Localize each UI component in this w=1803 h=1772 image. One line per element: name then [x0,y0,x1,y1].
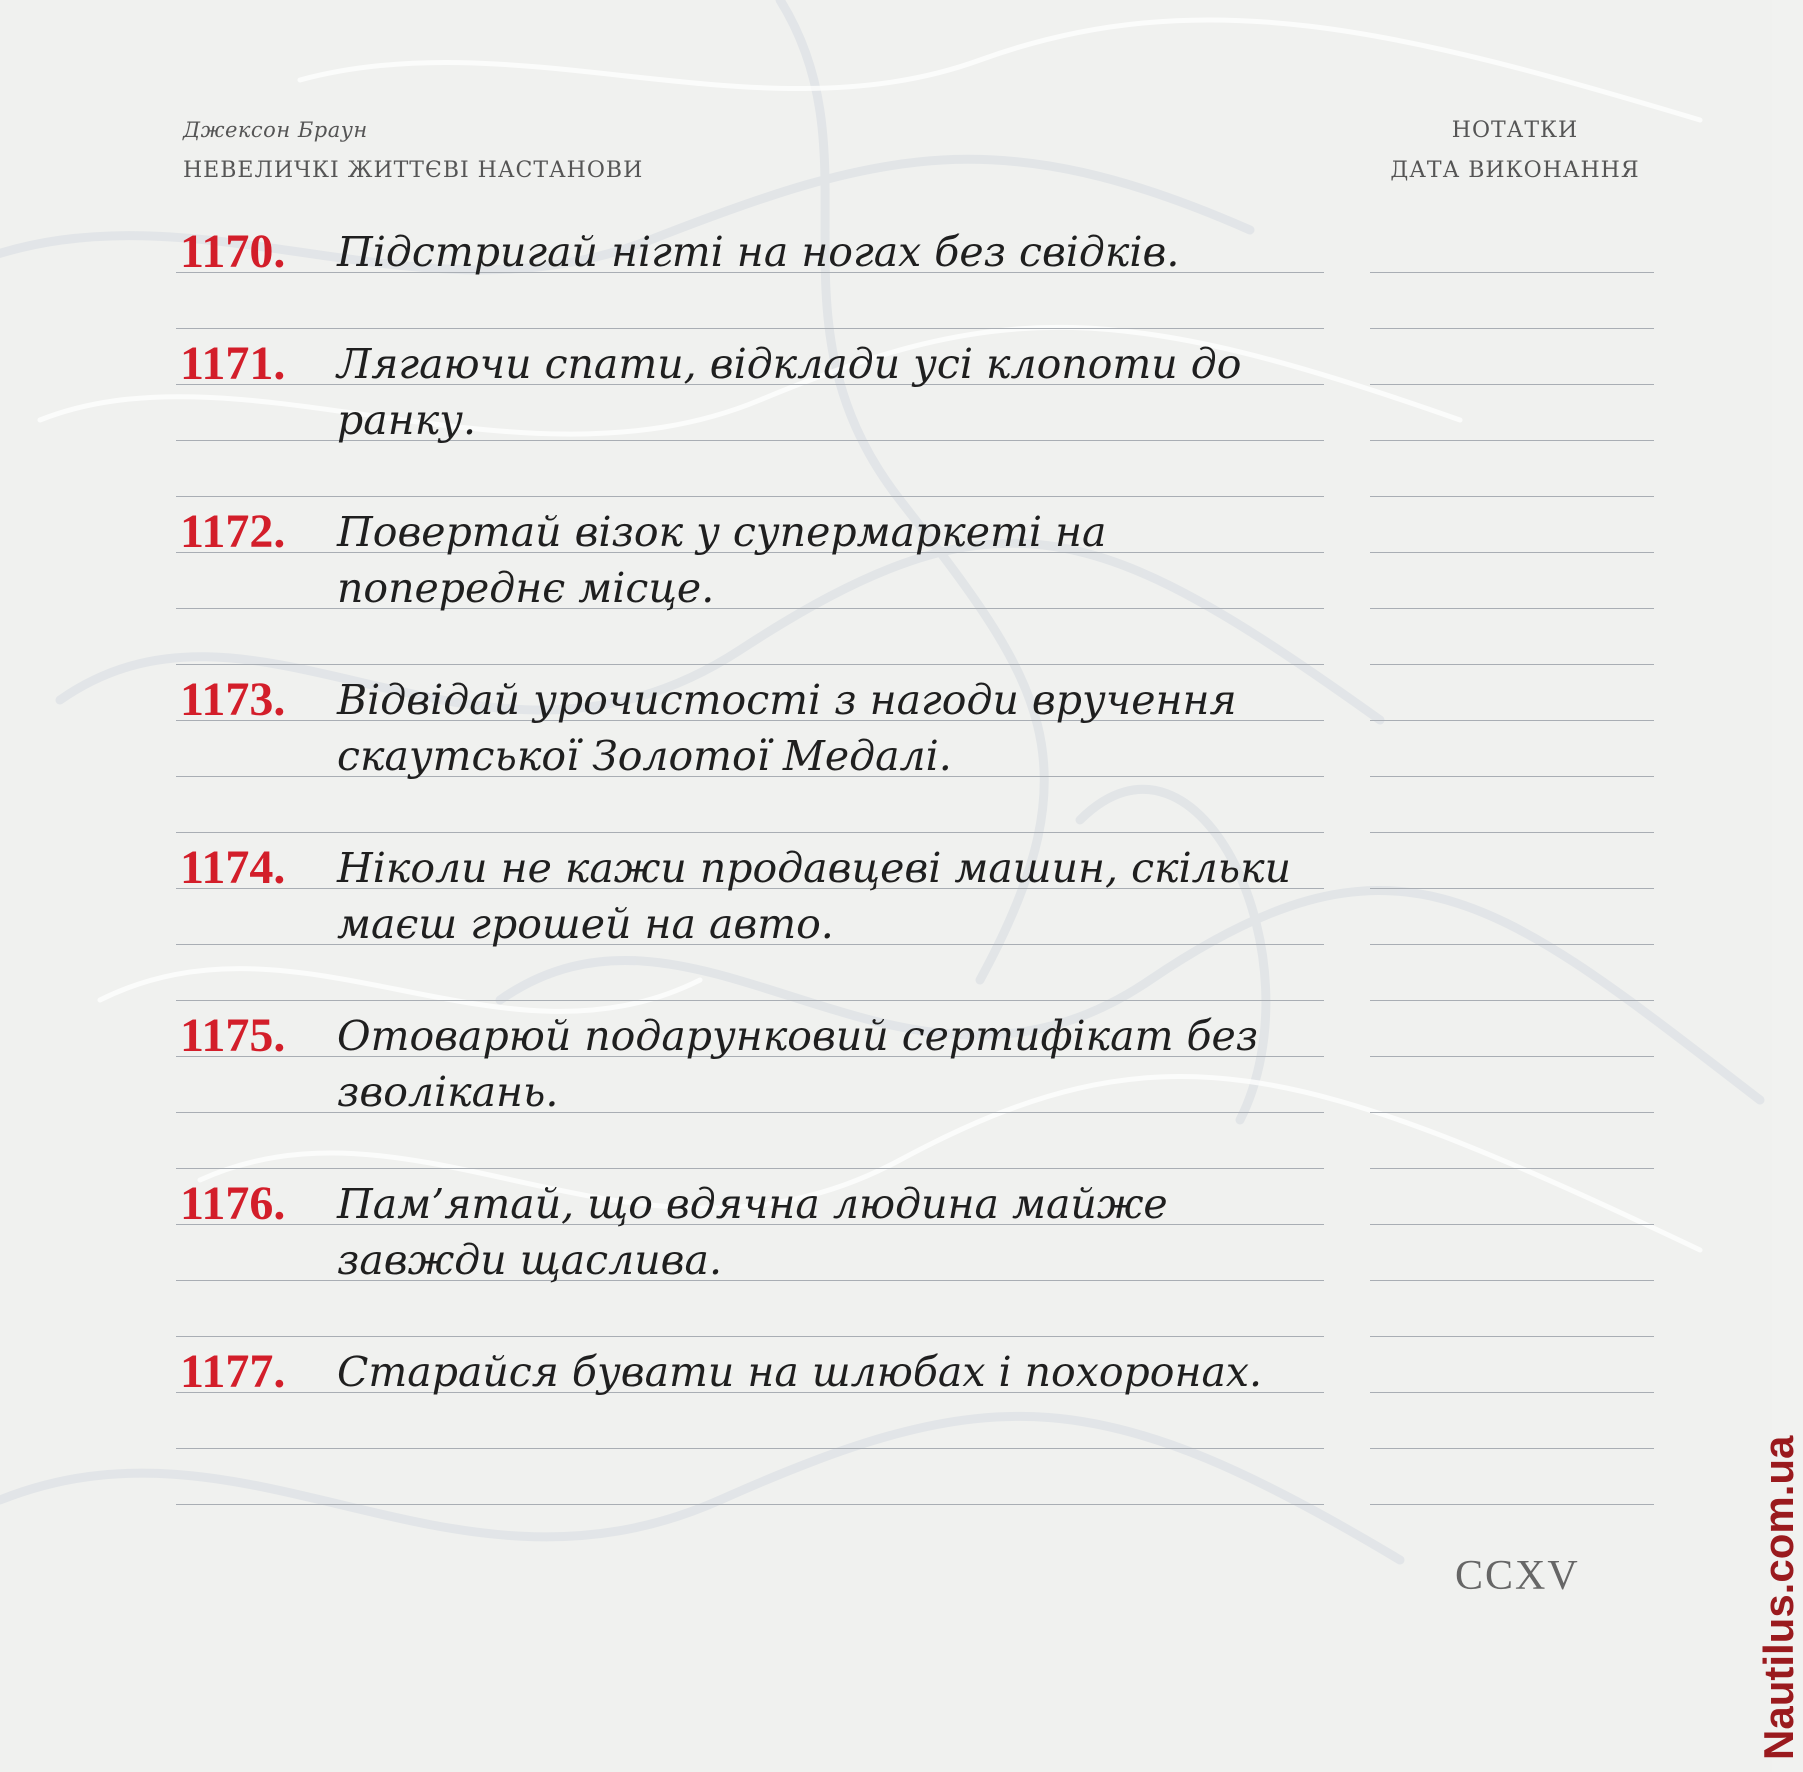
notes-ruled-line [1370,1504,1654,1505]
ruled-line [176,664,1324,665]
ruled-line [176,1168,1324,1169]
notes-ruled-line [1370,1392,1654,1393]
notes-ruled-line [1370,496,1654,497]
entry-number: 1171. [180,337,286,390]
notes-ruled-line [1370,1168,1654,1169]
entry-number: 1173. [180,673,286,726]
notes-ruled-line [1370,776,1654,777]
notes-ruled-line [1370,1280,1654,1281]
notes-ruled-line [1370,1112,1654,1113]
entry-text: Ніколи не кажи продавцеві машин, скільки маєш грошей на авто. [337,844,1291,948]
ruled-line [176,1336,1324,1337]
entry-text: Старайся бувати на шлюбах і похоронах. [337,1348,1263,1396]
notes-ruled-line [1370,1000,1654,1001]
notes-ruled-line [1370,608,1654,609]
notes-ruled-line [1370,440,1654,441]
notes-ruled-line [1370,1056,1654,1057]
entry-number: 1175. [180,1009,286,1062]
site-watermark: Nautilus.com.ua [1755,1435,1802,1760]
notes-ruled-line [1370,1224,1654,1225]
ruled-line [176,1504,1324,1505]
page-number: CCXV [1455,1553,1580,1599]
notes-ruled-line [1370,272,1654,273]
notes-ruled-line [1370,552,1654,553]
completion-date-column-header: ДАТА ВИКОНАННЯ [1390,158,1640,183]
entry-text: Пам’ятай, що вдячна людина майже завжди щаслива. [337,1180,1168,1284]
entry-text: Повертай візок у супермаркеті на попереднє місце. [337,508,1107,612]
entry-number: 1177. [180,1345,286,1398]
ruled-line [176,328,1324,329]
entry-text: Підстригай нігті на ногах без свідків. [337,228,1180,276]
notes-ruled-line [1370,1336,1654,1337]
notes-ruled-line [1370,888,1654,889]
notes-ruled-line [1370,328,1654,329]
entry-text: Лягаючи спати, відклади усі клопоти до ранку. [337,340,1242,444]
ruled-line [176,832,1324,833]
entry-text: Відвідай урочистості з нагоди вручення скаутської Золотої Медалі. [337,676,1237,780]
notes-ruled-line [1370,832,1654,833]
notes-ruled-line [1370,720,1654,721]
entry-number: 1174. [180,841,286,894]
entry-text: Отоварюй подарунковий сертифікат без зволікань. [337,1012,1259,1116]
book-title: НЕВЕЛИЧКІ ЖИТТЄВІ НАСТАНОВИ [183,158,644,183]
ruled-line [176,496,1324,497]
entry-number: 1176. [180,1177,286,1230]
notes-ruled-line [1370,1448,1654,1449]
author-name: Джексон Браун [183,118,368,142]
notes-ruled-line [1370,384,1654,385]
notes-column-header: НОТАТКИ [1451,118,1579,143]
ruled-line [176,1000,1324,1001]
ruled-line [176,1448,1324,1449]
notes-ruled-line [1370,944,1654,945]
entry-number: 1172. [180,505,286,558]
entry-number: 1170. [180,225,286,278]
notes-ruled-line [1370,664,1654,665]
